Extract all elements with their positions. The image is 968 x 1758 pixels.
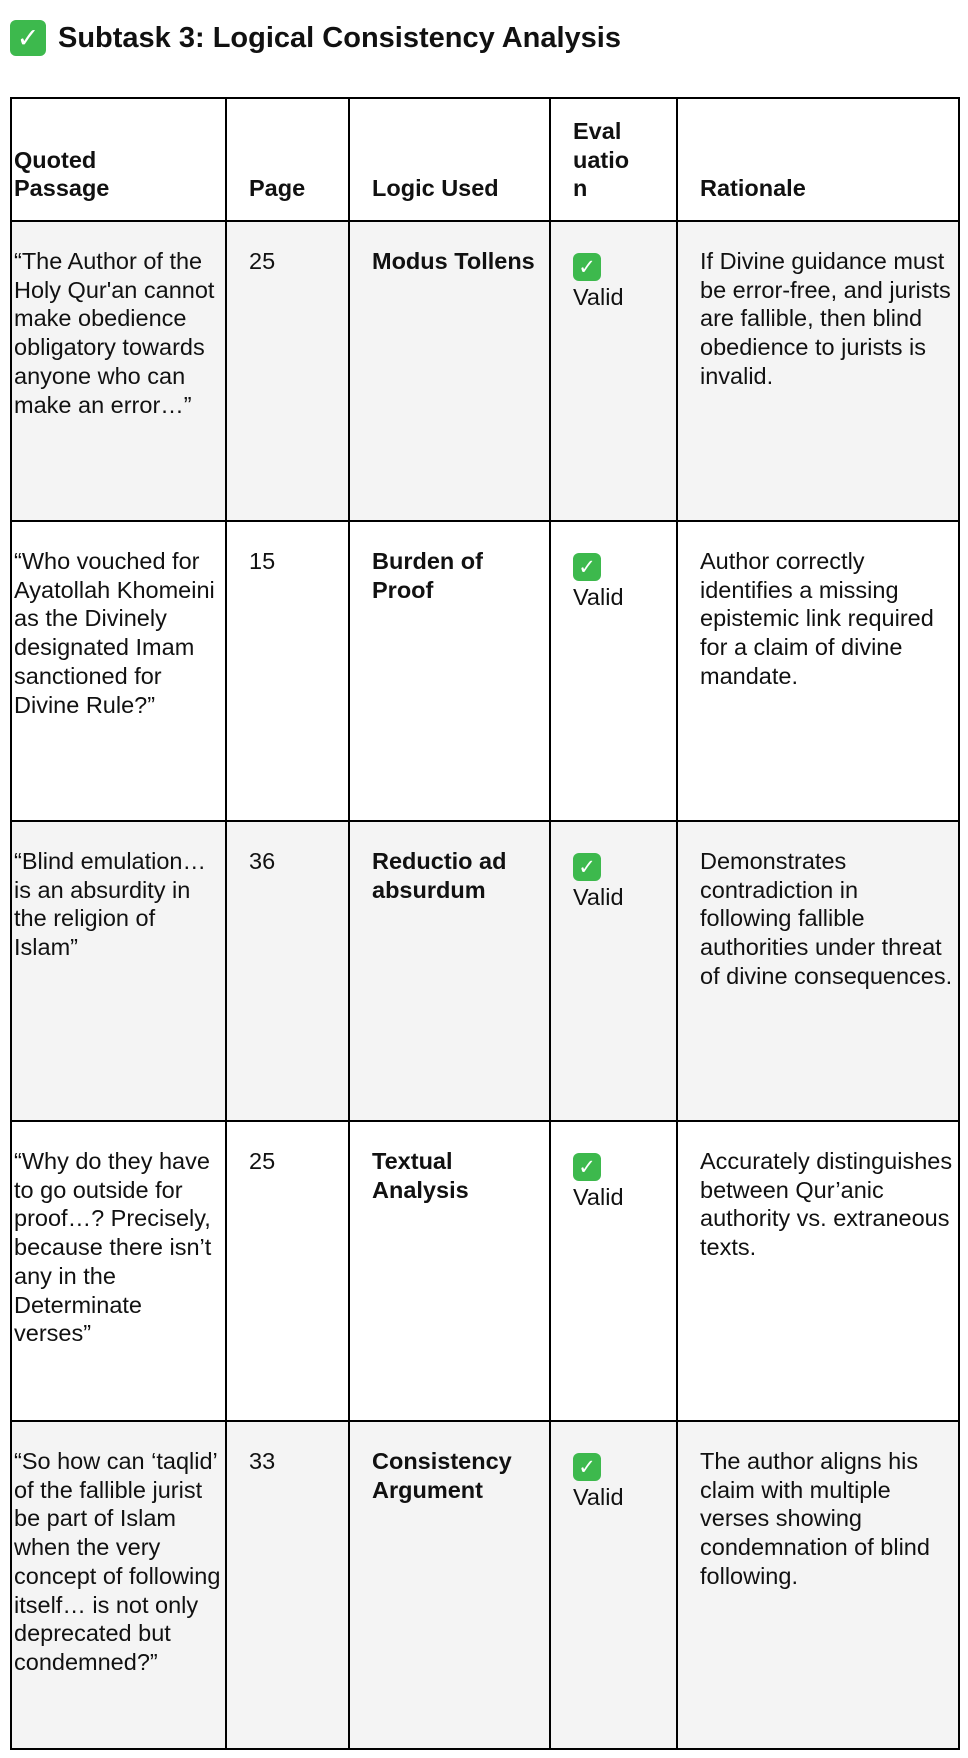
evaluation-label: Valid bbox=[573, 584, 624, 610]
table-header-row bbox=[11, 98, 959, 221]
page-cell: 25 bbox=[249, 1148, 276, 1174]
quote-cell: “Who vouched for Ayatollah Khomeini as the Divinely designated Imam sanctioned for Divine Rule?” bbox=[14, 548, 215, 718]
evaluation-label: Valid bbox=[573, 1184, 624, 1210]
page-cell: 25 bbox=[249, 248, 276, 274]
quote-cell: “So how can ‘taqlid’ of the fallible jurist be part of Islam when the very concept of following itself… is not only deprecated but condemned?” bbox=[14, 1448, 221, 1675]
logic-cell: Burden of Proof bbox=[372, 548, 483, 603]
table-row bbox=[11, 521, 959, 821]
header-evaluation: Evaluation bbox=[550, 98, 677, 221]
page-cell: 36 bbox=[249, 848, 276, 874]
check-mark-icon: ✓ bbox=[573, 553, 601, 581]
evaluation-cell bbox=[551, 822, 676, 912]
page-cell: 15 bbox=[249, 548, 276, 574]
header-logic-used: Logic Used bbox=[349, 98, 550, 221]
rationale-cell: Author correctly identifies a missing epistemic link required for a claim of divine mandate. bbox=[700, 548, 934, 689]
quote-cell: “Why do they have to go outside for proof…? Precisely, because there isn’t any in the Determinate verses” bbox=[14, 1148, 212, 1347]
quote-cell: “The Author of the Holy Qur'an cannot make obedience obligatory towards anyone who can make an error…” bbox=[14, 248, 215, 418]
evaluation-cell bbox=[551, 522, 676, 612]
evaluation-label: Valid bbox=[573, 1484, 624, 1510]
evaluation-cell bbox=[551, 222, 676, 312]
quote-cell: “Blind emulation… is an absurdity in the religion of Islam” bbox=[14, 848, 207, 961]
rationale-cell: If Divine guidance must be error-free, and jurists are fallible, then blind obedience to jurists is invalid. bbox=[700, 248, 951, 389]
check-mark-icon: ✓ bbox=[573, 853, 601, 881]
check-mark-icon: ✓ bbox=[10, 20, 46, 56]
check-mark-icon: ✓ bbox=[573, 253, 601, 281]
table-row bbox=[11, 1121, 959, 1421]
evaluation-label: Valid bbox=[573, 284, 624, 310]
evaluation-cell bbox=[551, 1122, 676, 1212]
rationale-cell: The author aligns his claim with multiple verses showing condemnation of blind following. bbox=[700, 1448, 930, 1589]
rationale-cell: Demonstrates contradiction in following fallible authorities under threat of divine consequences. bbox=[700, 848, 953, 989]
check-mark-icon: ✓ bbox=[573, 1153, 601, 1181]
logical-consistency-table bbox=[10, 97, 960, 1750]
table-row bbox=[11, 221, 959, 521]
table-row bbox=[11, 821, 959, 1121]
logic-cell: Textual Analysis bbox=[372, 1148, 469, 1203]
evaluation-label: Valid bbox=[573, 884, 624, 910]
logic-cell: Consistency Argument bbox=[372, 1448, 512, 1503]
logic-cell: Reductio ad absurdum bbox=[372, 848, 507, 903]
rationale-cell: Accurately distinguishes between Qur’anic authority vs. extraneous texts. bbox=[700, 1148, 953, 1261]
evaluation-cell bbox=[551, 1422, 676, 1512]
page-cell: 33 bbox=[249, 1448, 276, 1474]
header-quoted-passage: Quoted Passage bbox=[11, 98, 226, 221]
check-mark-icon: ✓ bbox=[573, 1453, 601, 1481]
page-title-text: Subtask 3: Logical Consistency Analysis bbox=[58, 21, 621, 54]
logic-cell: Modus Tollens bbox=[372, 248, 535, 274]
header-page: Page bbox=[226, 98, 349, 221]
header-rationale: Rationale bbox=[677, 98, 959, 221]
page-title bbox=[10, 20, 621, 56]
table-row bbox=[11, 1421, 959, 1749]
